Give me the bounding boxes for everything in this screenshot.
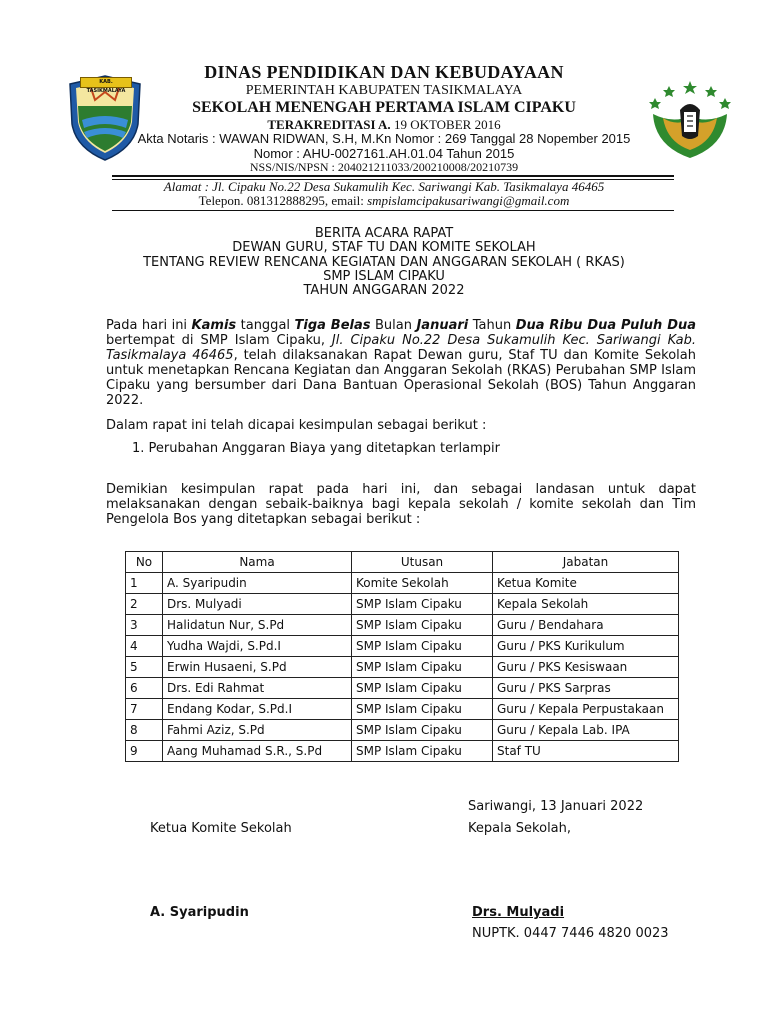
cell-nama: A. Syaripudin xyxy=(163,573,352,594)
table-row xyxy=(126,720,679,741)
dinas-heading: DINAS PENDIDIKAN DAN KEBUDAYAAN xyxy=(204,62,564,82)
cell-utusan: SMP Islam Cipaku xyxy=(352,657,493,678)
cell-utusan: SMP Islam Cipaku xyxy=(352,699,493,720)
table-row xyxy=(126,741,679,762)
cell-utusan: Komite Sekolah xyxy=(352,573,493,594)
cell-jabatan: Kepala Sekolah xyxy=(493,594,679,615)
members-table xyxy=(125,551,679,762)
meeting-address: Jl. Cipaku No.22 Desa Sukamulih Kec. Sariwangi Kab. Tasikmalaya 46465 xyxy=(106,333,696,363)
p1-text-c: Bulan xyxy=(370,318,417,333)
p1-text-a: Pada hari ini xyxy=(106,318,192,333)
table-row xyxy=(126,573,679,594)
cell-utusan: SMP Islam Cipaku xyxy=(352,720,493,741)
title-line-2: DEWAN GURU, STAF TU DAN KOMITE SEKOLAH xyxy=(232,240,536,255)
header-utusan: Utusan xyxy=(352,552,493,573)
cell-nama: Drs. Edi Rahmat xyxy=(163,678,352,699)
phone-text: Telepon. 081312888295, email: xyxy=(198,193,368,208)
principal-nuptk: NUPTK. 0447 7446 4820 0023 xyxy=(472,926,669,941)
email-text: smpislamcipakusariwangi@gmail.com xyxy=(367,193,570,208)
meeting-day: Kamis xyxy=(191,318,237,333)
cell-utusan: SMP Islam Cipaku xyxy=(352,678,493,699)
table-row xyxy=(126,615,679,636)
contact-line xyxy=(0,193,768,209)
meeting-month: Januari xyxy=(416,318,469,333)
registration-number-line: Nomor : AHU-0027161.AH.01.04 Tahun 2015 xyxy=(253,146,515,161)
p1-text-d: Tahun xyxy=(468,318,516,333)
opening-paragraph xyxy=(106,318,696,408)
cell-nama: Yudha Wajdi, S.Pd.I xyxy=(163,636,352,657)
conclusion-intro: Dalam rapat ini telah dicapai kesimpulan sebagai berikut : xyxy=(106,418,487,433)
nss-line: NSS/NIS/NPSN : 204021211033/200210008/20210739 xyxy=(249,160,519,174)
cell-jabatan: Guru / PKS Kurikulum xyxy=(493,636,679,657)
table-row xyxy=(126,699,679,720)
table-row xyxy=(126,594,679,615)
p1-text-b: tanggal xyxy=(236,318,295,333)
meeting-year: Dua Ribu Dua Puluh Dua xyxy=(515,318,697,333)
principal-name: Drs. Mulyadi xyxy=(472,905,565,920)
title-line-1: BERITA ACARA RAPAT xyxy=(314,226,454,241)
cell-nama: Fahmi Aziz, S.Pd xyxy=(163,720,352,741)
letterhead-thick-rule xyxy=(112,175,674,177)
cell-jabatan: Guru / PKS Sarpras xyxy=(493,678,679,699)
p1-text-e: bertempat di SMP Islam Cipaku, xyxy=(106,333,332,348)
cell-nama: Endang Kodar, S.Pd.I xyxy=(163,699,352,720)
school-name-heading: SEKOLAH MENENGAH PERTAMA ISLAM CIPAKU xyxy=(192,99,576,116)
cell-jabatan: Guru / Kepala Perpustakaan xyxy=(493,699,679,720)
cell-utusan: SMP Islam Cipaku xyxy=(352,636,493,657)
title-line-5: TAHUN ANGGARAN 2022 xyxy=(303,283,465,298)
meeting-date: Tiga Belas xyxy=(294,318,371,333)
address-line: Alamat : Jl. Cipaku No.22 Desa Sukamulih Kec. Sariwangi Kab. Tasikmalaya 46465 xyxy=(163,179,605,194)
cell-no: 4 xyxy=(126,636,163,657)
cell-no: 5 xyxy=(126,657,163,678)
table-row xyxy=(126,657,679,678)
committee-chair-name: A. Syaripudin xyxy=(150,905,249,920)
cell-utusan: SMP Islam Cipaku xyxy=(352,594,493,615)
cell-no: 2 xyxy=(126,594,163,615)
table-header-row xyxy=(126,552,679,573)
cell-no: 3 xyxy=(126,615,163,636)
table-row xyxy=(126,636,679,657)
committee-chair-role: Ketua Komite Sekolah xyxy=(150,821,292,836)
cell-no: 6 xyxy=(126,678,163,699)
header-no: No xyxy=(126,552,163,573)
logo-banner: KAB. TASIKMALAYA xyxy=(80,77,132,88)
cell-nama: Aang Muhamad S.R., S.Pd xyxy=(163,741,352,762)
principal-role: Kepala Sekolah, xyxy=(468,821,572,836)
cell-nama: Drs. Mulyadi xyxy=(163,594,352,615)
accreditation-label: TERAKREDITASI A. xyxy=(267,117,391,132)
cell-no: 1 xyxy=(126,573,163,594)
conclusion-list-item: 1. Perubahan Anggaran Biaya yang ditetapkan terlampir xyxy=(132,441,500,456)
place-date: Sariwangi, 13 Januari 2022 xyxy=(468,799,644,814)
p1-text-f: , telah dilaksanakan Rapat Dewan guru, Staf TU dan Komite Sekolah untuk menetapkan Rencana Kegiatan dan Anggaran Sekolah (RKAS) Perubahan SMP Islam Cipaku yang bersumber dari Dana Bantuan Operasional Sekolah (BOS) Tahun Anggaran 2022. xyxy=(106,348,696,408)
letterhead-bottom-rule xyxy=(112,210,674,211)
table-row xyxy=(126,678,679,699)
notary-line: Akta Notaris : WAWAN RIDWAN, S.H, M.Kn Nomor : 269 Tanggal 28 Nopember 2015 xyxy=(137,131,631,146)
title-line-3: TENTANG REVIEW RENCANA KEGIATAN DAN ANGGARAN SEKOLAH ( RKAS) xyxy=(143,255,625,270)
cell-nama: Halidatun Nur, S.Pd xyxy=(163,615,352,636)
cell-jabatan: Guru / PKS Kesiswaan xyxy=(493,657,679,678)
cell-jabatan: Staf TU xyxy=(493,741,679,762)
cell-jabatan: Guru / Kepala Lab. IPA xyxy=(493,720,679,741)
accreditation-date: 19 OKTOBER 2016 xyxy=(390,117,501,132)
closing-paragraph: Demikian kesimpulan rapat pada hari ini, dan sebagai landasan untuk dapat melaksanakan dengan sebaik-baiknya bagi kepala sekolah / komite sekolah dan Tim Pengelola Bos yang ditetapkan sebagai berikut : xyxy=(106,482,696,527)
cell-no: 9 xyxy=(126,741,163,762)
cell-utusan: SMP Islam Cipaku xyxy=(352,615,493,636)
header-jabatan: Jabatan xyxy=(493,552,679,573)
cell-jabatan: Guru / Bendahara xyxy=(493,615,679,636)
cell-no: 7 xyxy=(126,699,163,720)
header-nama: Nama xyxy=(163,552,352,573)
cell-nama: Erwin Husaeni, S.Pd xyxy=(163,657,352,678)
cell-jabatan: Ketua Komite xyxy=(493,573,679,594)
cell-no: 8 xyxy=(126,720,163,741)
pemkab-heading: PEMERINTAH KABUPATEN TASIKMALAYA xyxy=(245,83,523,98)
cell-utusan: SMP Islam Cipaku xyxy=(352,741,493,762)
title-line-4: SMP ISLAM CIPAKU xyxy=(323,269,445,284)
